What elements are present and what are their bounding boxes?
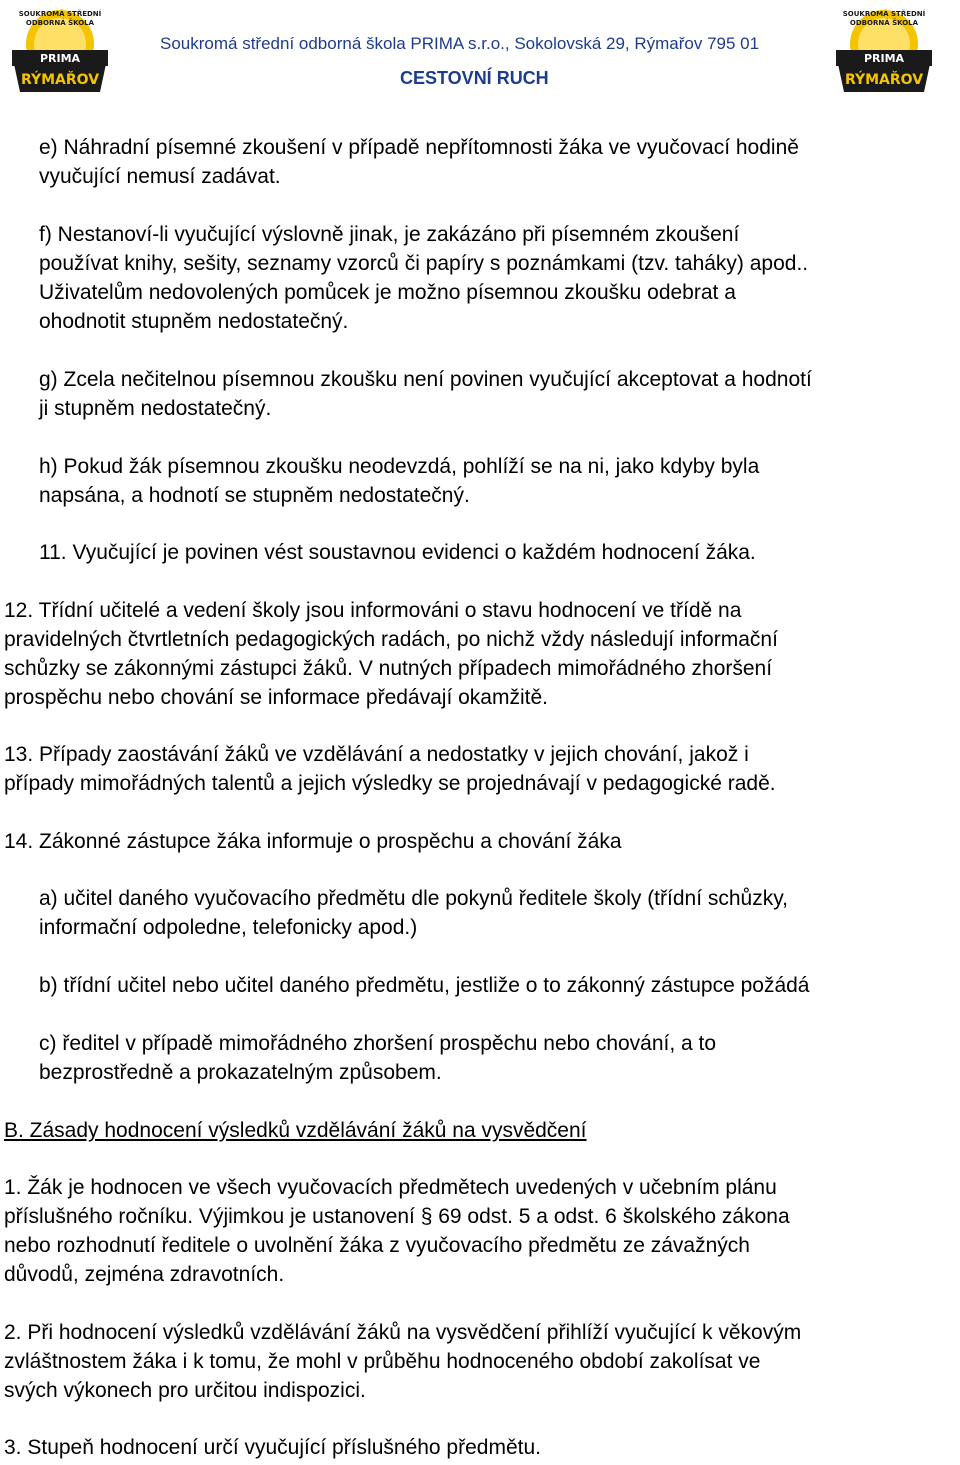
page-header — [0, 0, 960, 100]
paragraph-e-line: vyučující nemusí zadávat. — [39, 165, 281, 188]
paragraph-a-line: a) učitel daného vyučovacího předmětu dle pokynů ředitele školy (třídní schůzky, — [39, 887, 789, 910]
paragraph-13-line: případy mimořádných talentů a jejich výsledky se projednávají v pedagogické radě. — [4, 772, 776, 795]
school-logo-icon — [828, 4, 940, 96]
paragraph-f-line: používat knihy, sešity, seznamy vzorců či papíry s poznámkami (tzv. taháky) apod.. — [39, 252, 809, 275]
paragraph-f-line: ohodnotit stupněm nedostatečný. — [39, 310, 349, 333]
paragraph-b3-line: 3. Stupeň hodnocení určí vyučující příslušného předmětu. — [4, 1436, 541, 1459]
paragraph-b1-line: nebo rozhodnutí ředitele o uvolnění žáka z vyučovacího předmětu ze závažných — [4, 1234, 750, 1257]
department-title: CESTOVNÍ RUCH — [400, 68, 549, 88]
paragraph-b1-line: 1. Žák je hodnocen ve všech vyučovacích předmětech uvedených v učebním plánu — [4, 1176, 777, 1199]
paragraph-a-line: informační odpoledne, telefonicky apod.) — [39, 916, 418, 939]
paragraph-b2-line: 2. Při hodnocení výsledků vzdělávání žáků na vysvědčení přihlíží vyučující k věkovým — [4, 1321, 802, 1344]
logo-line-4: RÝMAŘOV — [844, 72, 924, 88]
logo-line-1: SOUKROMÁ STŘEDNÍ — [842, 10, 926, 18]
paragraph-f-line: Uživatelům nedovolených pomůcek je možno písemnou zkoušku odebrat a — [39, 281, 736, 304]
paragraph-11-line: 11. Vyučující je povinen vést soustavnou evidenci o každém hodnocení žáka. — [39, 541, 756, 564]
logo-line-4: RÝMAŘOV — [20, 72, 100, 88]
paragraph-13-line: 13. Případy zaostávání žáků ve vzdělávání a nedostatky v jejich chování, jakož i — [4, 743, 749, 766]
paragraph-14-line: 14. Zákonné zástupce žáka informuje o prospěchu a chování žáka — [4, 830, 622, 853]
paragraph-12-line: pravidelných čtvrtletních pedagogických radách, po nichž vždy následují informační — [4, 628, 778, 651]
paragraph-f-line: f) Nestanoví-li vyučující výslovně jinak, je zakázáno při písemném zkoušení — [39, 223, 740, 246]
paragraph-b-line: b) třídní učitel nebo učitel daného předmětu, jestliže o to zákonný zástupce požádá — [39, 974, 810, 997]
paragraph-c-line: c) ředitel v případě mimořádného zhoršení prospěchu nebo chování, a to — [39, 1032, 717, 1055]
school-logo-icon — [4, 4, 116, 96]
paragraph-b2-line: zvláštnostem žáka i k tomu, že mohl v průběhu hodnoceného období zakolísat ve — [4, 1350, 761, 1373]
logo-line-1: SOUKROMÁ STŘEDNÍ — [18, 10, 102, 18]
section-b-heading: B. Zásady hodnocení výsledků vzdělávání žáků na vysvědčení — [4, 1119, 587, 1142]
logo-line-2: ODBORNÁ ŠKOLA — [849, 19, 919, 27]
logo-line-3: PRIMA — [39, 52, 81, 65]
paragraph-h-line: h) Pokud žák písemnou zkoušku neodevzdá, pohlíží se na ni, jako kdyby byla — [39, 455, 760, 478]
paragraph-b1-line: příslušného ročníku. Výjimkou je ustanovení § 69 odst. 5 a odst. 6 školského zákona — [4, 1205, 790, 1228]
paragraph-e-line: e) Náhradní písemné zkoušení v případě nepřítomnosti žáka ve vyučovací hodině — [39, 136, 799, 159]
logo-line-3: PRIMA — [863, 52, 905, 65]
paragraph-12-line: 12. Třídní učitelé a vedení školy jsou informováni o stavu hodnocení ve třídě na — [4, 599, 742, 622]
paragraph-12-line: prospěchu nebo chování se informace předávají okamžitě. — [4, 686, 548, 709]
paragraph-h-line: napsána, a hodnotí se stupněm nedostatečný. — [39, 484, 470, 507]
logo-line-2: ODBORNÁ ŠKOLA — [25, 19, 95, 27]
paragraph-b1-line: důvodů, zejména zdravotních. — [4, 1263, 285, 1286]
paragraph-12-line: schůzky se zákonnými zástupci žáků. V nutných případech mimořádného zhoršení — [4, 657, 773, 680]
paragraph-g-line: g) Zcela nečitelnou písemnou zkoušku není povinen vyučující akceptovat a hodnotí — [39, 368, 812, 391]
school-address: Soukromá střední odborná škola PRIMA s.r.o., Sokolovská 29, Rýmařov 795 01 — [160, 34, 760, 53]
paragraph-g-line: ji stupněm nedostatečný. — [39, 397, 272, 420]
paragraph-c-line: bezprostředně a prokazatelným způsobem. — [39, 1061, 442, 1084]
paragraph-b2-line: svých výkonech pro určitou indispozici. — [4, 1379, 366, 1402]
